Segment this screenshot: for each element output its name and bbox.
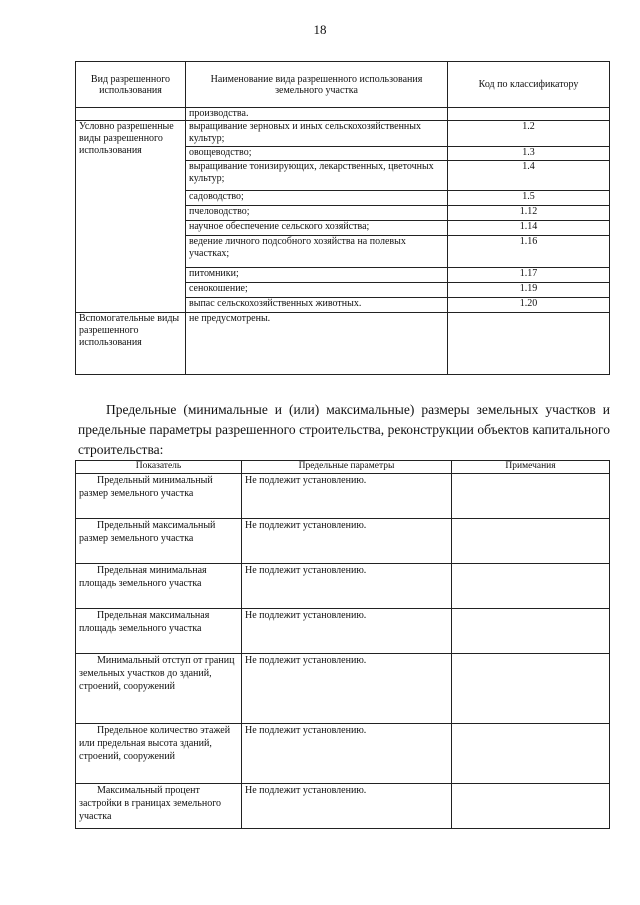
use-code: 1.3 xyxy=(448,147,610,161)
use-code: 1.2 xyxy=(448,121,610,147)
use-name: выращивание зерновых и иных сельскохозяйственных культур; xyxy=(186,121,448,147)
use-code: 1.20 xyxy=(448,298,610,313)
indicator-cell: Предельный минимальный размер земельного участка xyxy=(76,474,242,519)
page-number: 18 xyxy=(313,22,327,37)
header-use-name: Наименование вида разрешенного использования земельного участка xyxy=(186,62,448,108)
header-code: Код по классификатору xyxy=(448,62,610,108)
use-name: питомники; xyxy=(186,268,448,283)
use-name: садоводство; xyxy=(186,191,448,206)
use-name: овощеводство; xyxy=(186,147,448,161)
permitted-uses-table xyxy=(75,61,610,375)
note-cell xyxy=(452,564,610,609)
use-name: сенокошение; xyxy=(186,283,448,298)
limit-value-cell: Не подлежит установлению. xyxy=(242,564,452,609)
note-cell xyxy=(452,724,610,784)
indicator-cell: Предельная минимальная площадь земельного участка xyxy=(76,564,242,609)
use-code: 1.5 xyxy=(448,191,610,206)
use-name: выращивание тонизирующих, лекарственных, цветочных культур; xyxy=(186,161,448,191)
header-limits: Предельные параметры xyxy=(242,461,452,474)
use-code: 1.12 xyxy=(448,206,610,221)
note-cell xyxy=(452,519,610,564)
use-code: 1.4 xyxy=(448,161,610,191)
limits-paragraph: Предельные (минимальные и (или) максимальные) размеры земельных участков и предельные параметры разрешенного строительства, реконструкции объектов капитального строительства: xyxy=(78,402,610,457)
note-cell xyxy=(452,654,610,724)
use-name: пчеловодство; xyxy=(186,206,448,221)
header-use-type: Вид разрешенного использования xyxy=(76,62,186,108)
empty-cell xyxy=(76,108,186,121)
limit-value-cell: Не подлежит установлению. xyxy=(242,654,452,724)
indicator-cell: Предельный максимальный размер земельного участка xyxy=(76,519,242,564)
use-name: научное обеспечение сельского хозяйства; xyxy=(186,221,448,236)
header-indicator: Показатель xyxy=(76,461,242,474)
indicator-cell: Предельная максимальная площадь земельного участка xyxy=(76,609,242,654)
note-cell xyxy=(452,474,610,519)
auxiliary-use-name: не предусмотрены. xyxy=(186,313,448,375)
use-code: 1.14 xyxy=(448,221,610,236)
empty-cell xyxy=(448,313,610,375)
use-code: 1.16 xyxy=(448,236,610,268)
use-code: 1.19 xyxy=(448,283,610,298)
use-code: 1.17 xyxy=(448,268,610,283)
limit-value-cell: Не подлежит установлению. xyxy=(242,474,452,519)
continued-use-name: производства. xyxy=(186,108,448,121)
empty-cell xyxy=(448,108,610,121)
indicator-cell: Предельное количество этажей или предельная высота зданий, строений, сооружений xyxy=(76,724,242,784)
note-cell xyxy=(452,784,610,829)
limit-value-cell: Не подлежит установлению. xyxy=(242,724,452,784)
conditional-uses-group: Условно разрешенные виды разрешенного использования xyxy=(76,121,186,313)
limit-value-cell: Не подлежит установлению. xyxy=(242,784,452,829)
auxiliary-uses-group: Вспомогательные виды разрешенного использования xyxy=(76,313,186,375)
header-notes: Примечания xyxy=(452,461,610,474)
limit-value-cell: Не подлежит установлению. xyxy=(242,519,452,564)
indicator-cell: Максимальный процент застройки в границах земельного участка xyxy=(76,784,242,829)
indicator-cell: Минимальный отступ от границ земельных участков до зданий, строений, сооружений xyxy=(76,654,242,724)
limit-value-cell: Не подлежит установлению. xyxy=(242,609,452,654)
limit-parameters-table xyxy=(75,460,610,829)
use-name: ведение личного подсобного хозяйства на полевых участках; xyxy=(186,236,448,268)
note-cell xyxy=(452,609,610,654)
use-name: выпас сельскохозяйственных животных. xyxy=(186,298,448,313)
